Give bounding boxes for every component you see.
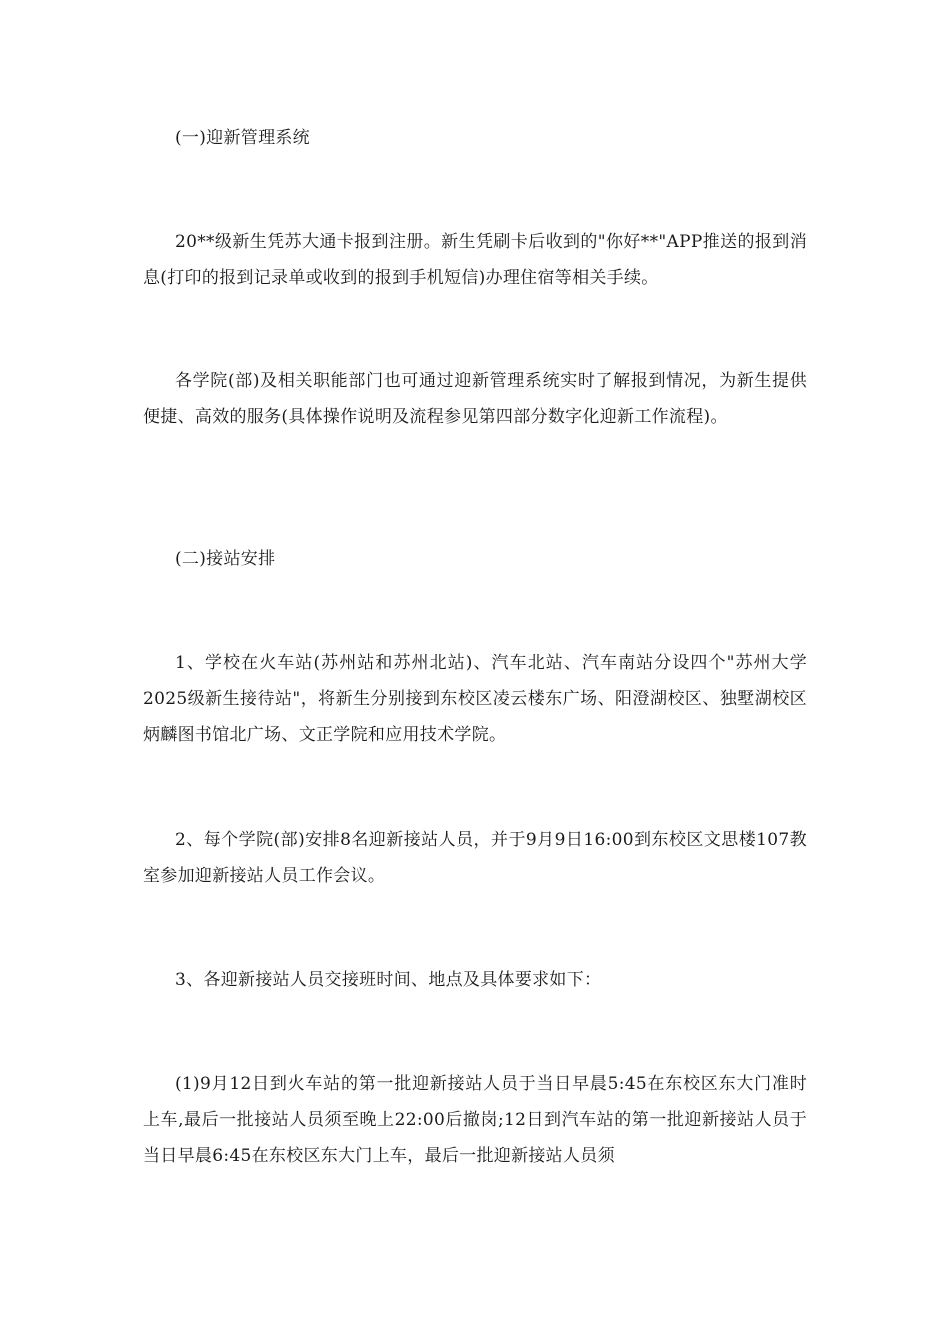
paragraph-shift-schedule: (1)9月12日到火车站的第一批迎新接站人员于当日早晨5:45在东校区东大门准时上车,最后一批接站人员须至晚上22:00后撤岗;12日到汽车站的第一批迎新接站人员于当日早晨6:45在东校区东大门上车，最后一批迎新接站人员须	[143, 1074, 807, 1166]
section-heading-station-pickup: (二)接站安排	[175, 549, 276, 569]
paragraph-reception-stations: 1、学校在火车站(苏州站和苏州北站)、汽车北站、汽车南站分设四个"苏州大学2025级新生接待站"，将新生分别接到东校区凌云楼东广场、阳澄湖校区、独墅湖校区炳麟图书馆北广场、文正学院和应用技术学院。	[143, 653, 807, 745]
paragraph-staff-meeting: 2、每个学院(部)安排8名迎新接站人员，并于9月9日16:00到东校区文思楼107教室参加迎新接站人员工作会议。	[143, 830, 807, 886]
paragraph-registration: 20**级新生凭苏大通卡报到注册。新生凭刷卡后收到的"你好**"APP推送的报到消息(打印的报到记录单或收到的报到手机短信)办理住宿等相关手续。	[143, 232, 807, 288]
section-heading-welcome-system: (一)迎新管理系统	[175, 128, 310, 148]
paragraph-departments: 各学院(部)及相关职能部门也可通过迎新管理系统实时了解报到情况，为新生提供便捷、高效的服务(具体操作说明及流程参见第四部分数字化迎新工作流程)。	[143, 371, 807, 427]
paragraph-shift-requirements: 3、各迎新接站人员交接班时间、地点及具体要求如下：	[175, 970, 602, 990]
